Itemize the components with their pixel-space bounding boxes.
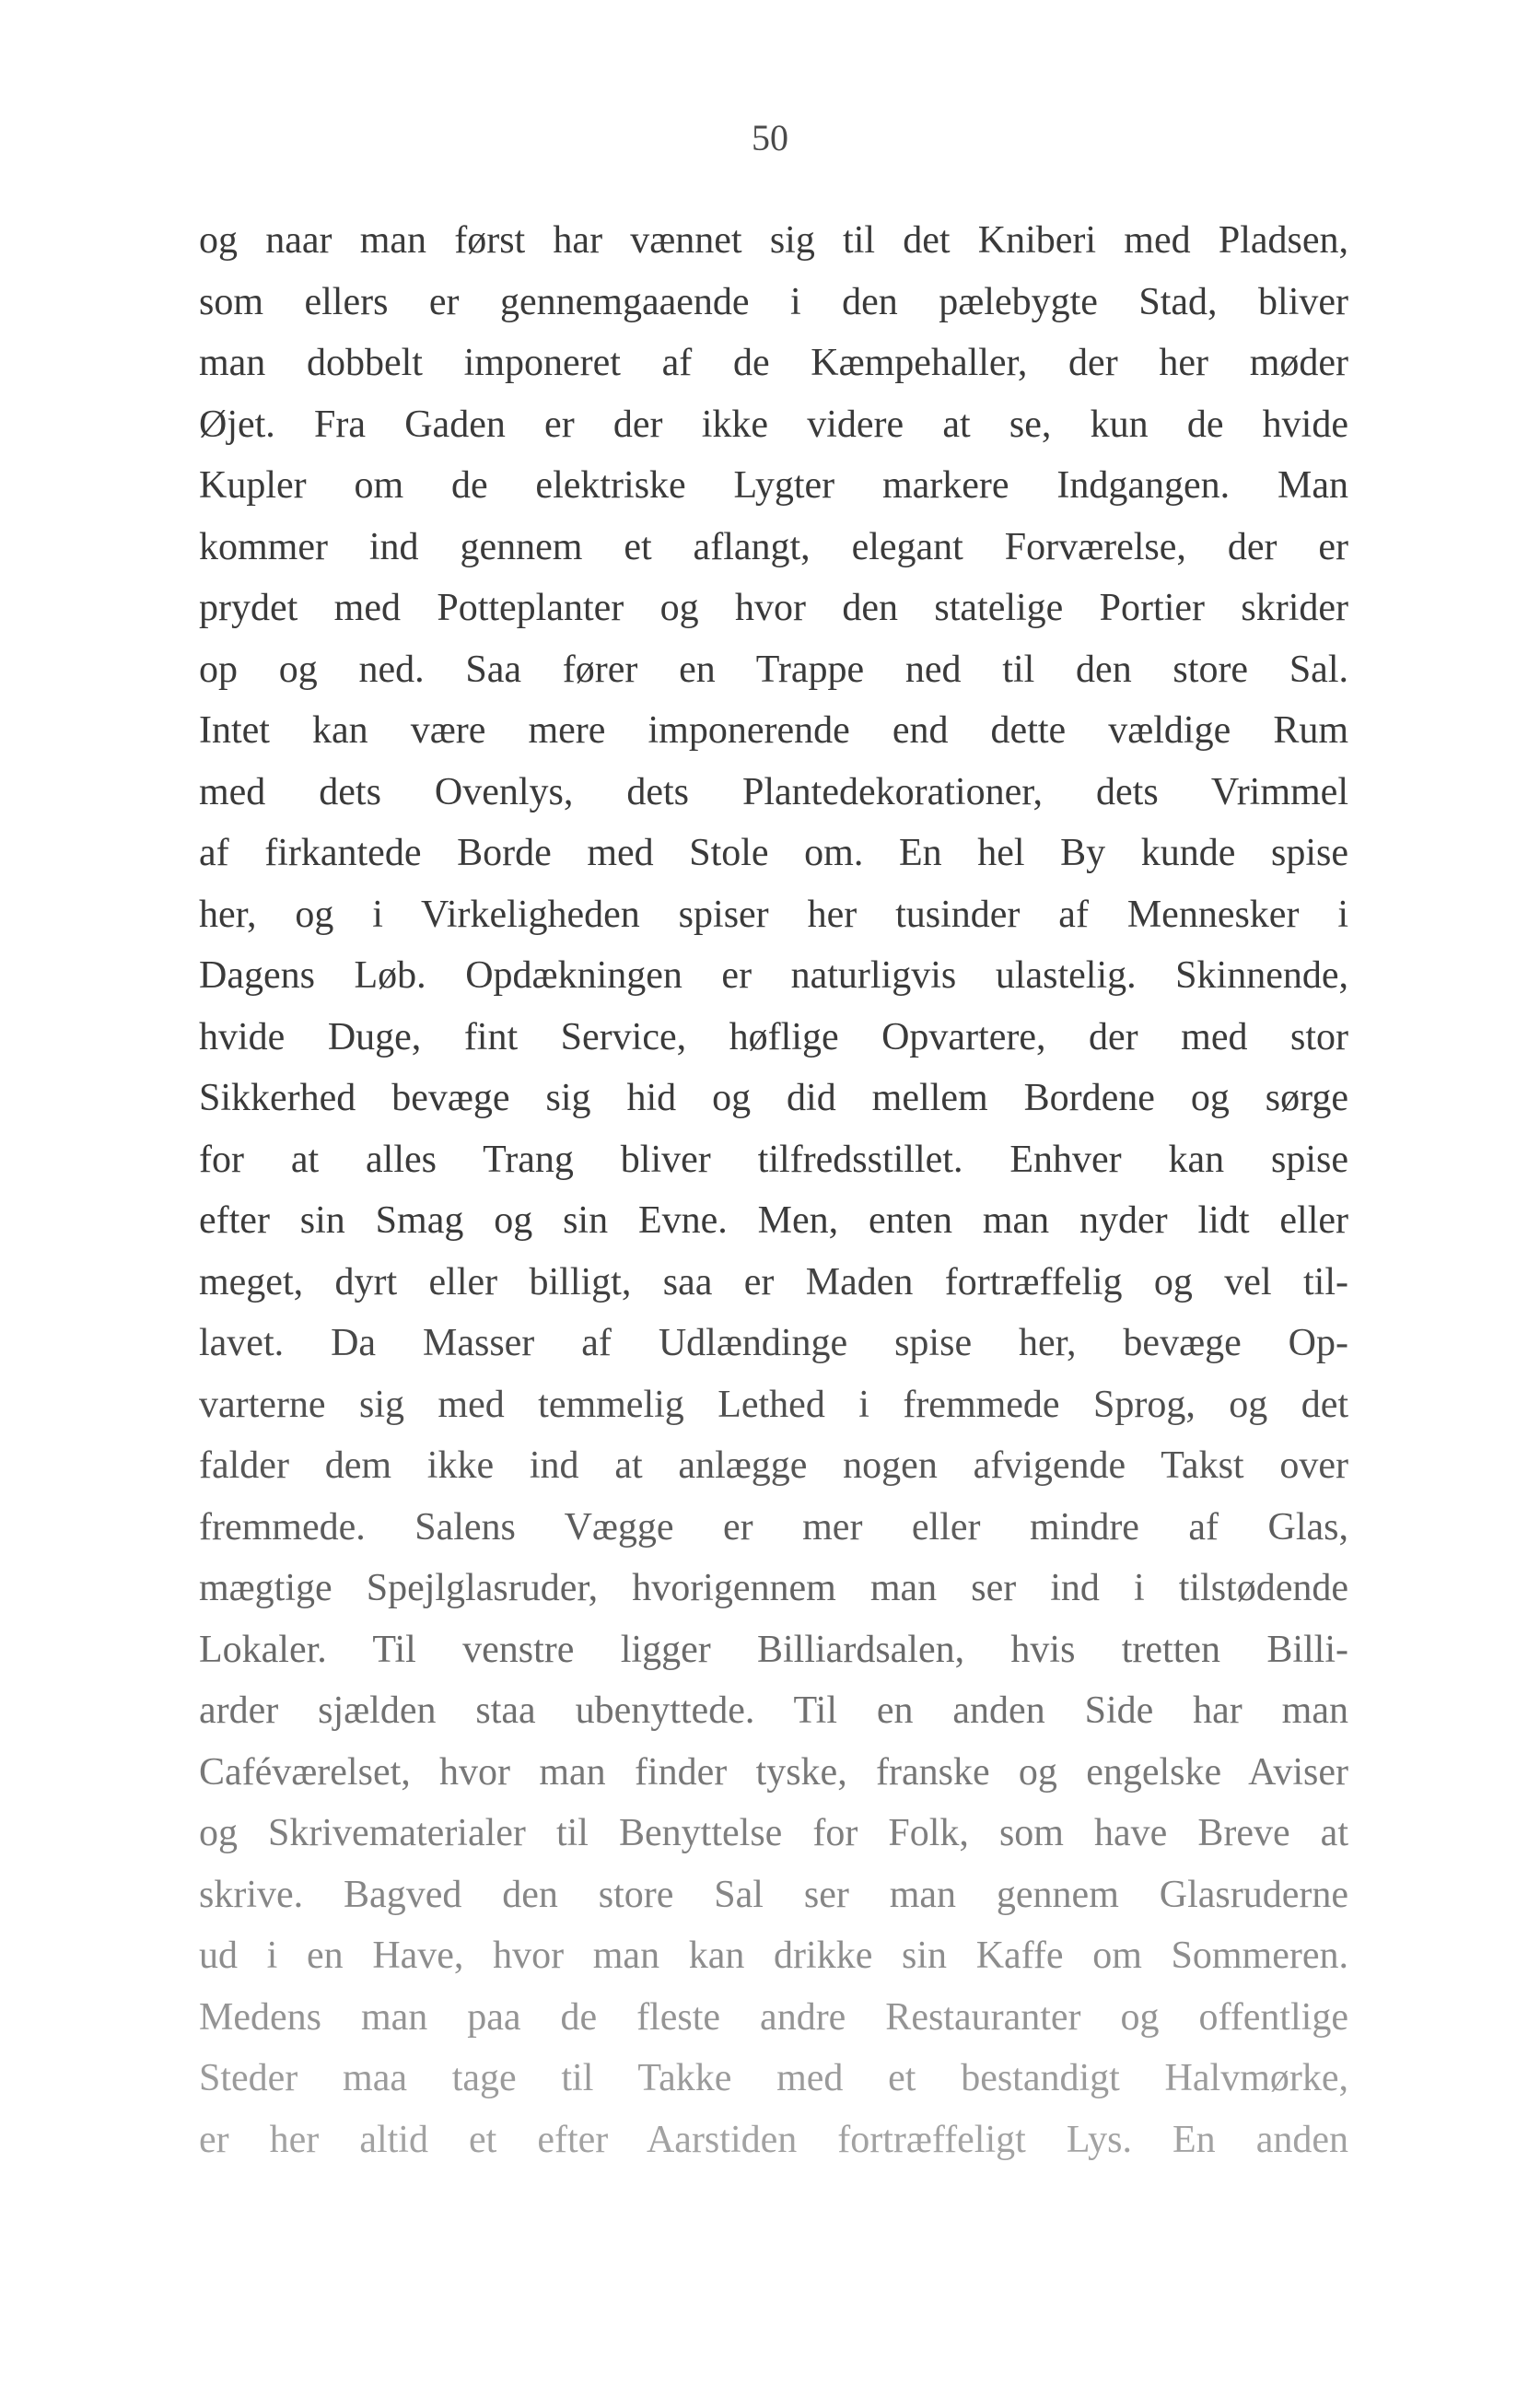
body-text (199, 210, 1348, 2170)
page-number: 50 (752, 117, 788, 158)
text-line: lavet. Da Masser af Udlændinge spise her, bevæge Op- (199, 1322, 1348, 1364)
text-line: ud i en Have, hvor man kan drikke sin Kaffe om Sommeren. (199, 1934, 1348, 1977)
text-line: her, og i Virkeligheden spiser her tusinder af Mennesker i (199, 893, 1348, 936)
text-line: og Skrivematerialer til Benyttelse for Folk, som have Breve at (199, 1812, 1348, 1854)
text-line: Medens man paa de fleste andre Restauranter og offentlige (199, 1995, 1348, 2039)
text-line: Steder maa tage til Takke med et bestandigt Halvmørke, (199, 2057, 1348, 2099)
text-line: Lokaler. Til venstre ligger Billiardsalen, hvis tretten Billi- (199, 1628, 1348, 1671)
text-line: Sikkerhed bevæge sig hid og did mellem Bordene og sørge (199, 1077, 1348, 1119)
text-line: mægtige Spejlglasruder, hvorigennem man ser ind i tilstødende (199, 1567, 1348, 1609)
text-line: Intet kan være mere imponerende end dette vældige Rum (199, 709, 1348, 752)
text-line: Dagens Løb. Opdækningen er naturligvis ulastelig. Skinnende, (199, 954, 1348, 997)
text-line: med dets Ovenlys, dets Plantedekorationer, dets Vrimmel (199, 770, 1348, 813)
text-line: som ellers er gennemgaaende i den pælebygte Stad, bliver (199, 280, 1348, 323)
text-line: efter sin Smag og sin Evne. Men, enten man nyder lidt eller (199, 1199, 1348, 1242)
text-line: og naar man først har vænnet sig til det Kniberi med Pladsen, (199, 219, 1348, 262)
text-line: kommer ind gennem et aflangt, elegant Forværelse, der er (199, 525, 1348, 568)
text-line: er her altid et efter Aarstiden fortræffeligt Lys. En anden (199, 2118, 1348, 2161)
text-line: falder dem ikke ind at anlægge nogen afvigende Takst over (199, 1444, 1348, 1487)
text-line: op og ned. Saa fører en Trappe ned til den store Sal. (199, 648, 1348, 691)
text-line: for at alles Trang bliver tilfredsstillet. Enhver kan spise (199, 1138, 1348, 1181)
text-line: varterne sig med temmelig Lethed i fremmede Sprog, og det (199, 1383, 1348, 1426)
text-line: prydet med Potteplanter og hvor den statelige Portier skrider (199, 587, 1348, 629)
text-line: Øjet. Fra Gaden er der ikke videre at se, kun de hvide (199, 403, 1348, 446)
text-line: hvide Duge, fint Service, høflige Opvartere, der med stor (199, 1015, 1348, 1058)
text-line: fremmede. Salens Vægge er mer eller mindre af Glas, (199, 1505, 1348, 1549)
text-line: af firkantede Borde med Stole om. En hel By kunde spise (199, 832, 1348, 874)
text-line: meget, dyrt eller billigt, saa er Maden fortræffelig og vel til- (199, 1260, 1348, 1303)
text-line: man dobbelt imponeret af de Kæmpehaller, der her møder (199, 342, 1348, 384)
text-line: Kupler om de elektriske Lygter markere Indgangen. Man (199, 464, 1348, 507)
text-line: Caféværelset, hvor man finder tyske, franske og engelske Aviser (199, 1750, 1348, 1794)
text-line: skrive. Bagved den store Sal ser man gennem Glasruderne (199, 1873, 1348, 1916)
text-line: arder sjælden staa ubenyttede. Til en anden Side har man (199, 1689, 1348, 1732)
